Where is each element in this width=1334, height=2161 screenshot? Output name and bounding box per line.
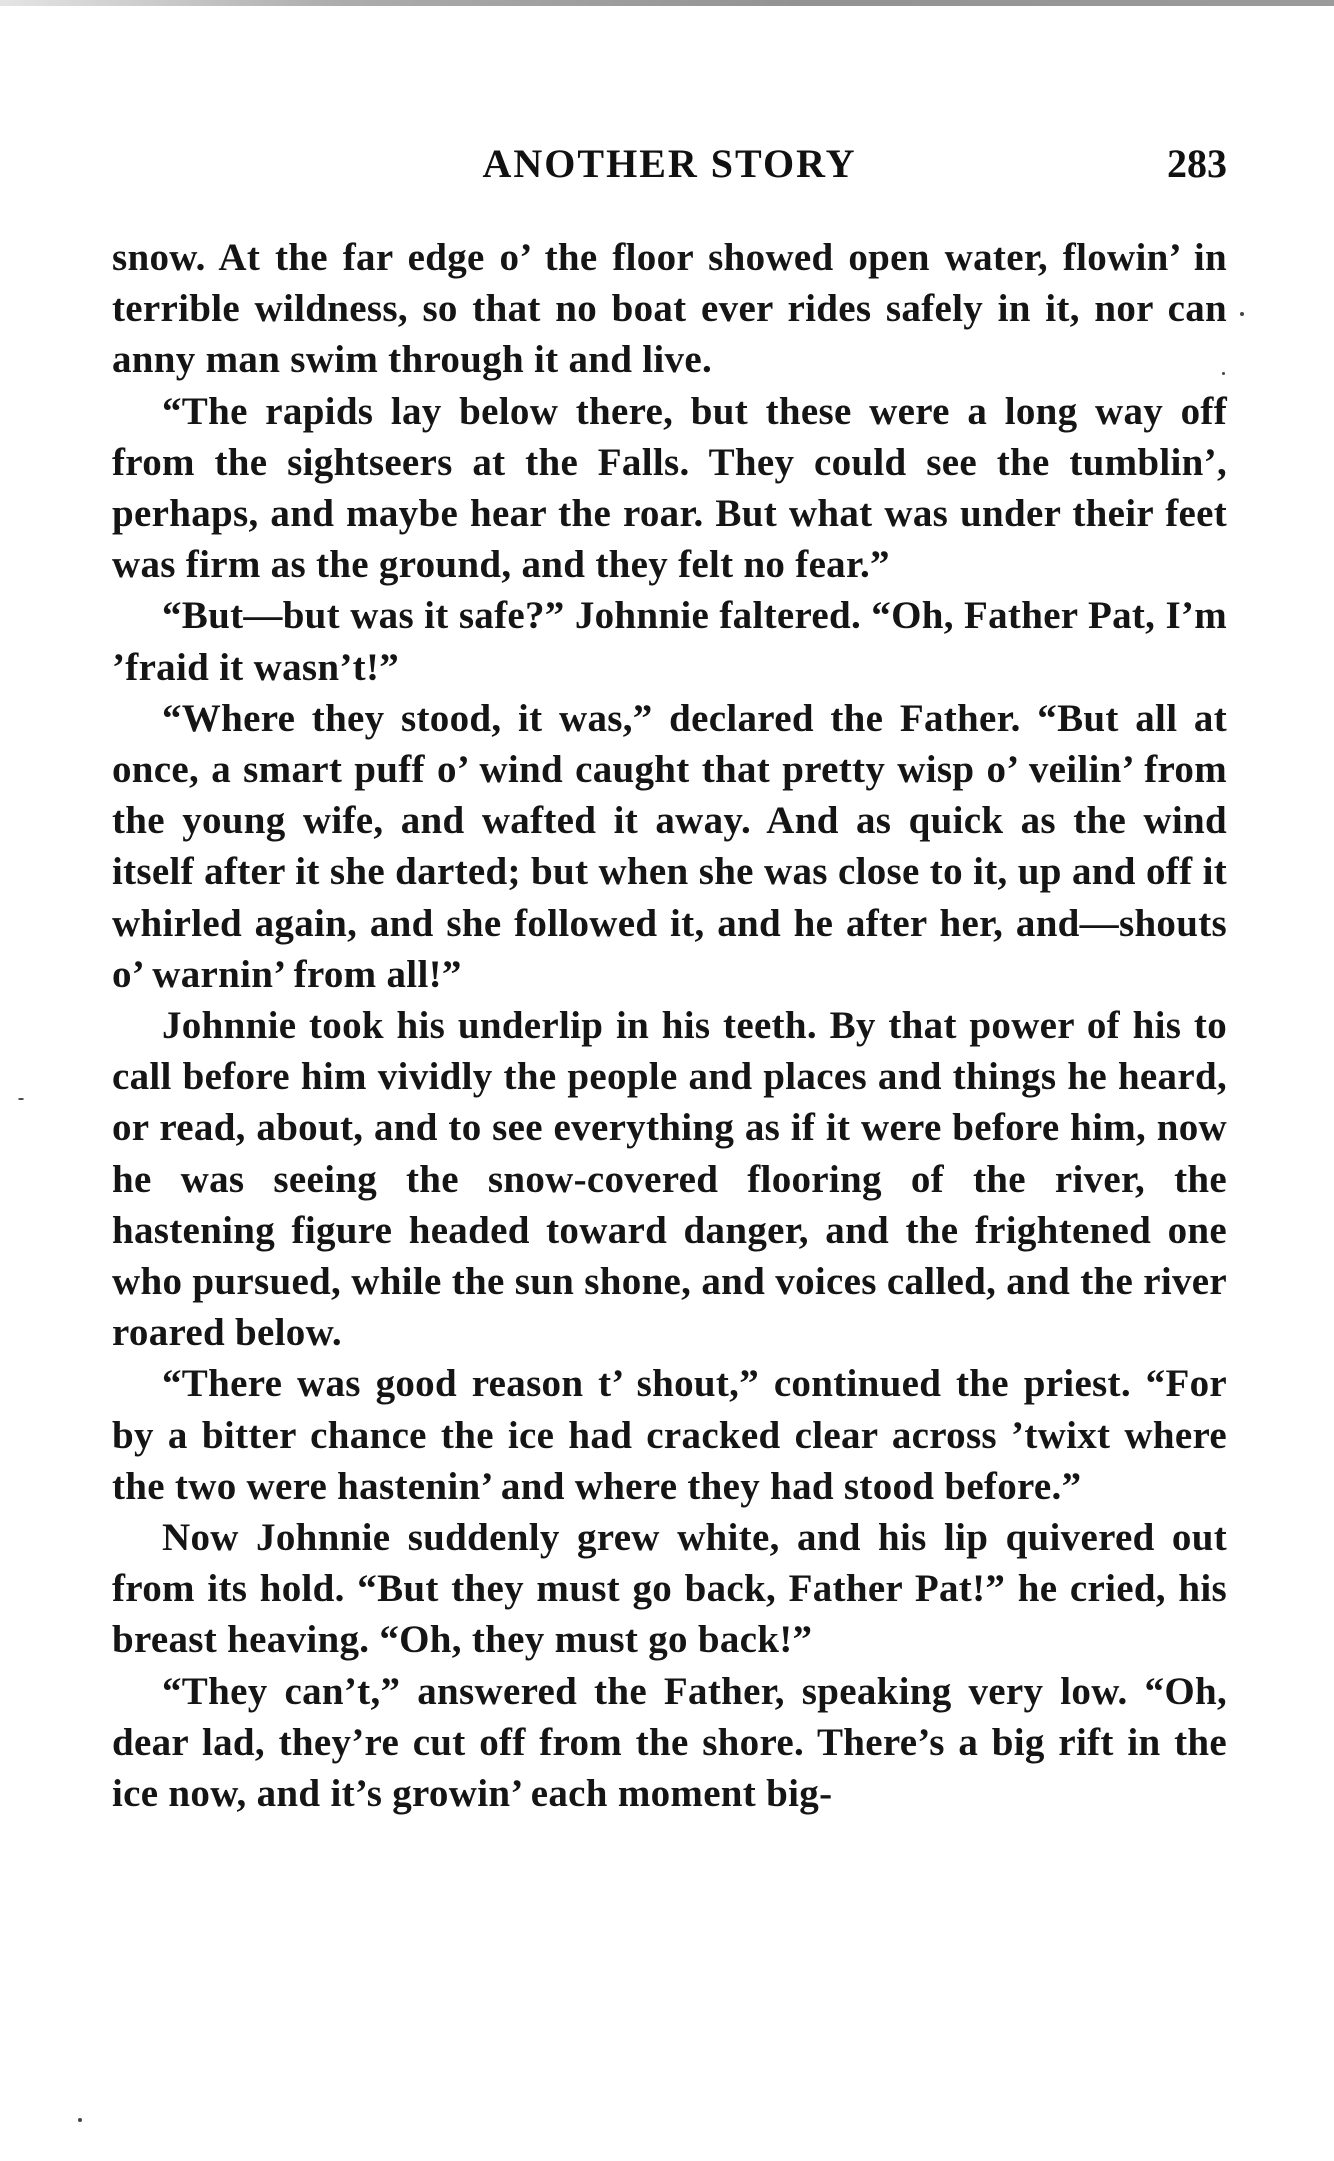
- scan-top-edge: [0, 0, 1334, 6]
- scan-speck: [1240, 312, 1244, 316]
- paragraph-8: “They can’t,” answered the Father, speaking very low. “Oh, dear lad, they’re cut off from the shore. There’s a big rift in the ice now, and it’s growin’ each moment big-: [112, 1669, 1227, 1816]
- running-title: ANOTHER STORY: [482, 141, 857, 186]
- page-number: 283: [1167, 141, 1227, 186]
- paragraph-6: “There was good reason t’ shout,” continued the priest. “For by a bitter chance the ice had cracked clear across ’twixt where the two were hastenin’ and where they had stood before.”: [112, 1362, 1227, 1508]
- paragraph-7: Now Johnnie suddenly grew white, and his lip quivered out from its hold. “But they must go back, Father Pat!” he cried, his breast heaving. “Oh, they must go back!”: [112, 1516, 1227, 1662]
- paragraph-4: “Where they stood, it was,” declared the Father. “But all at once, a smart puff o’ wind caught that pretty wisp o’ veilin’ from the young wife, and wafted it away. And as quick as the wind itself after it she darted; but when she was close to it, up and off it whirled again, and she followed it, and he after her, and—shouts o’ warnin’ from all!”: [112, 696, 1227, 996]
- scan-speck: [78, 2118, 82, 2122]
- paragraph-3: “But—but was it safe?” Johnnie faltered. “Oh, Father Pat, I’m ’fraid it wasn’t!”: [112, 594, 1227, 689]
- paragraph-1: snow. At the far edge o’ the floor showed open water, flowin’ in terrible wildness, so that no boat ever rides safely in it, nor can anny man swim through it and live.: [112, 236, 1227, 382]
- body-text: [112, 232, 1227, 1819]
- scan-speck: [18, 1098, 24, 1100]
- page-header: [112, 140, 1227, 196]
- scan-speck: [1222, 372, 1225, 375]
- paragraph-2: “The rapids lay below there, but these were a long way off from the sightseers at the Falls. They could see the tumblin’, perhaps, and maybe hear the roar. But what was under their feet was firm as the ground, and they felt no fear.”: [112, 389, 1227, 587]
- paragraph-5: Johnnie took his underlip in his teeth. By that power of his to call before him vividly the people and places and things he heard, or read, about, and to see everything as if it were before him, now he was seeing the snow-covered flooring of the river, the hastening figure headed toward danger, and the frightened one who pursued, while the sun shone, and voices called, and the river roared below.: [112, 1004, 1227, 1355]
